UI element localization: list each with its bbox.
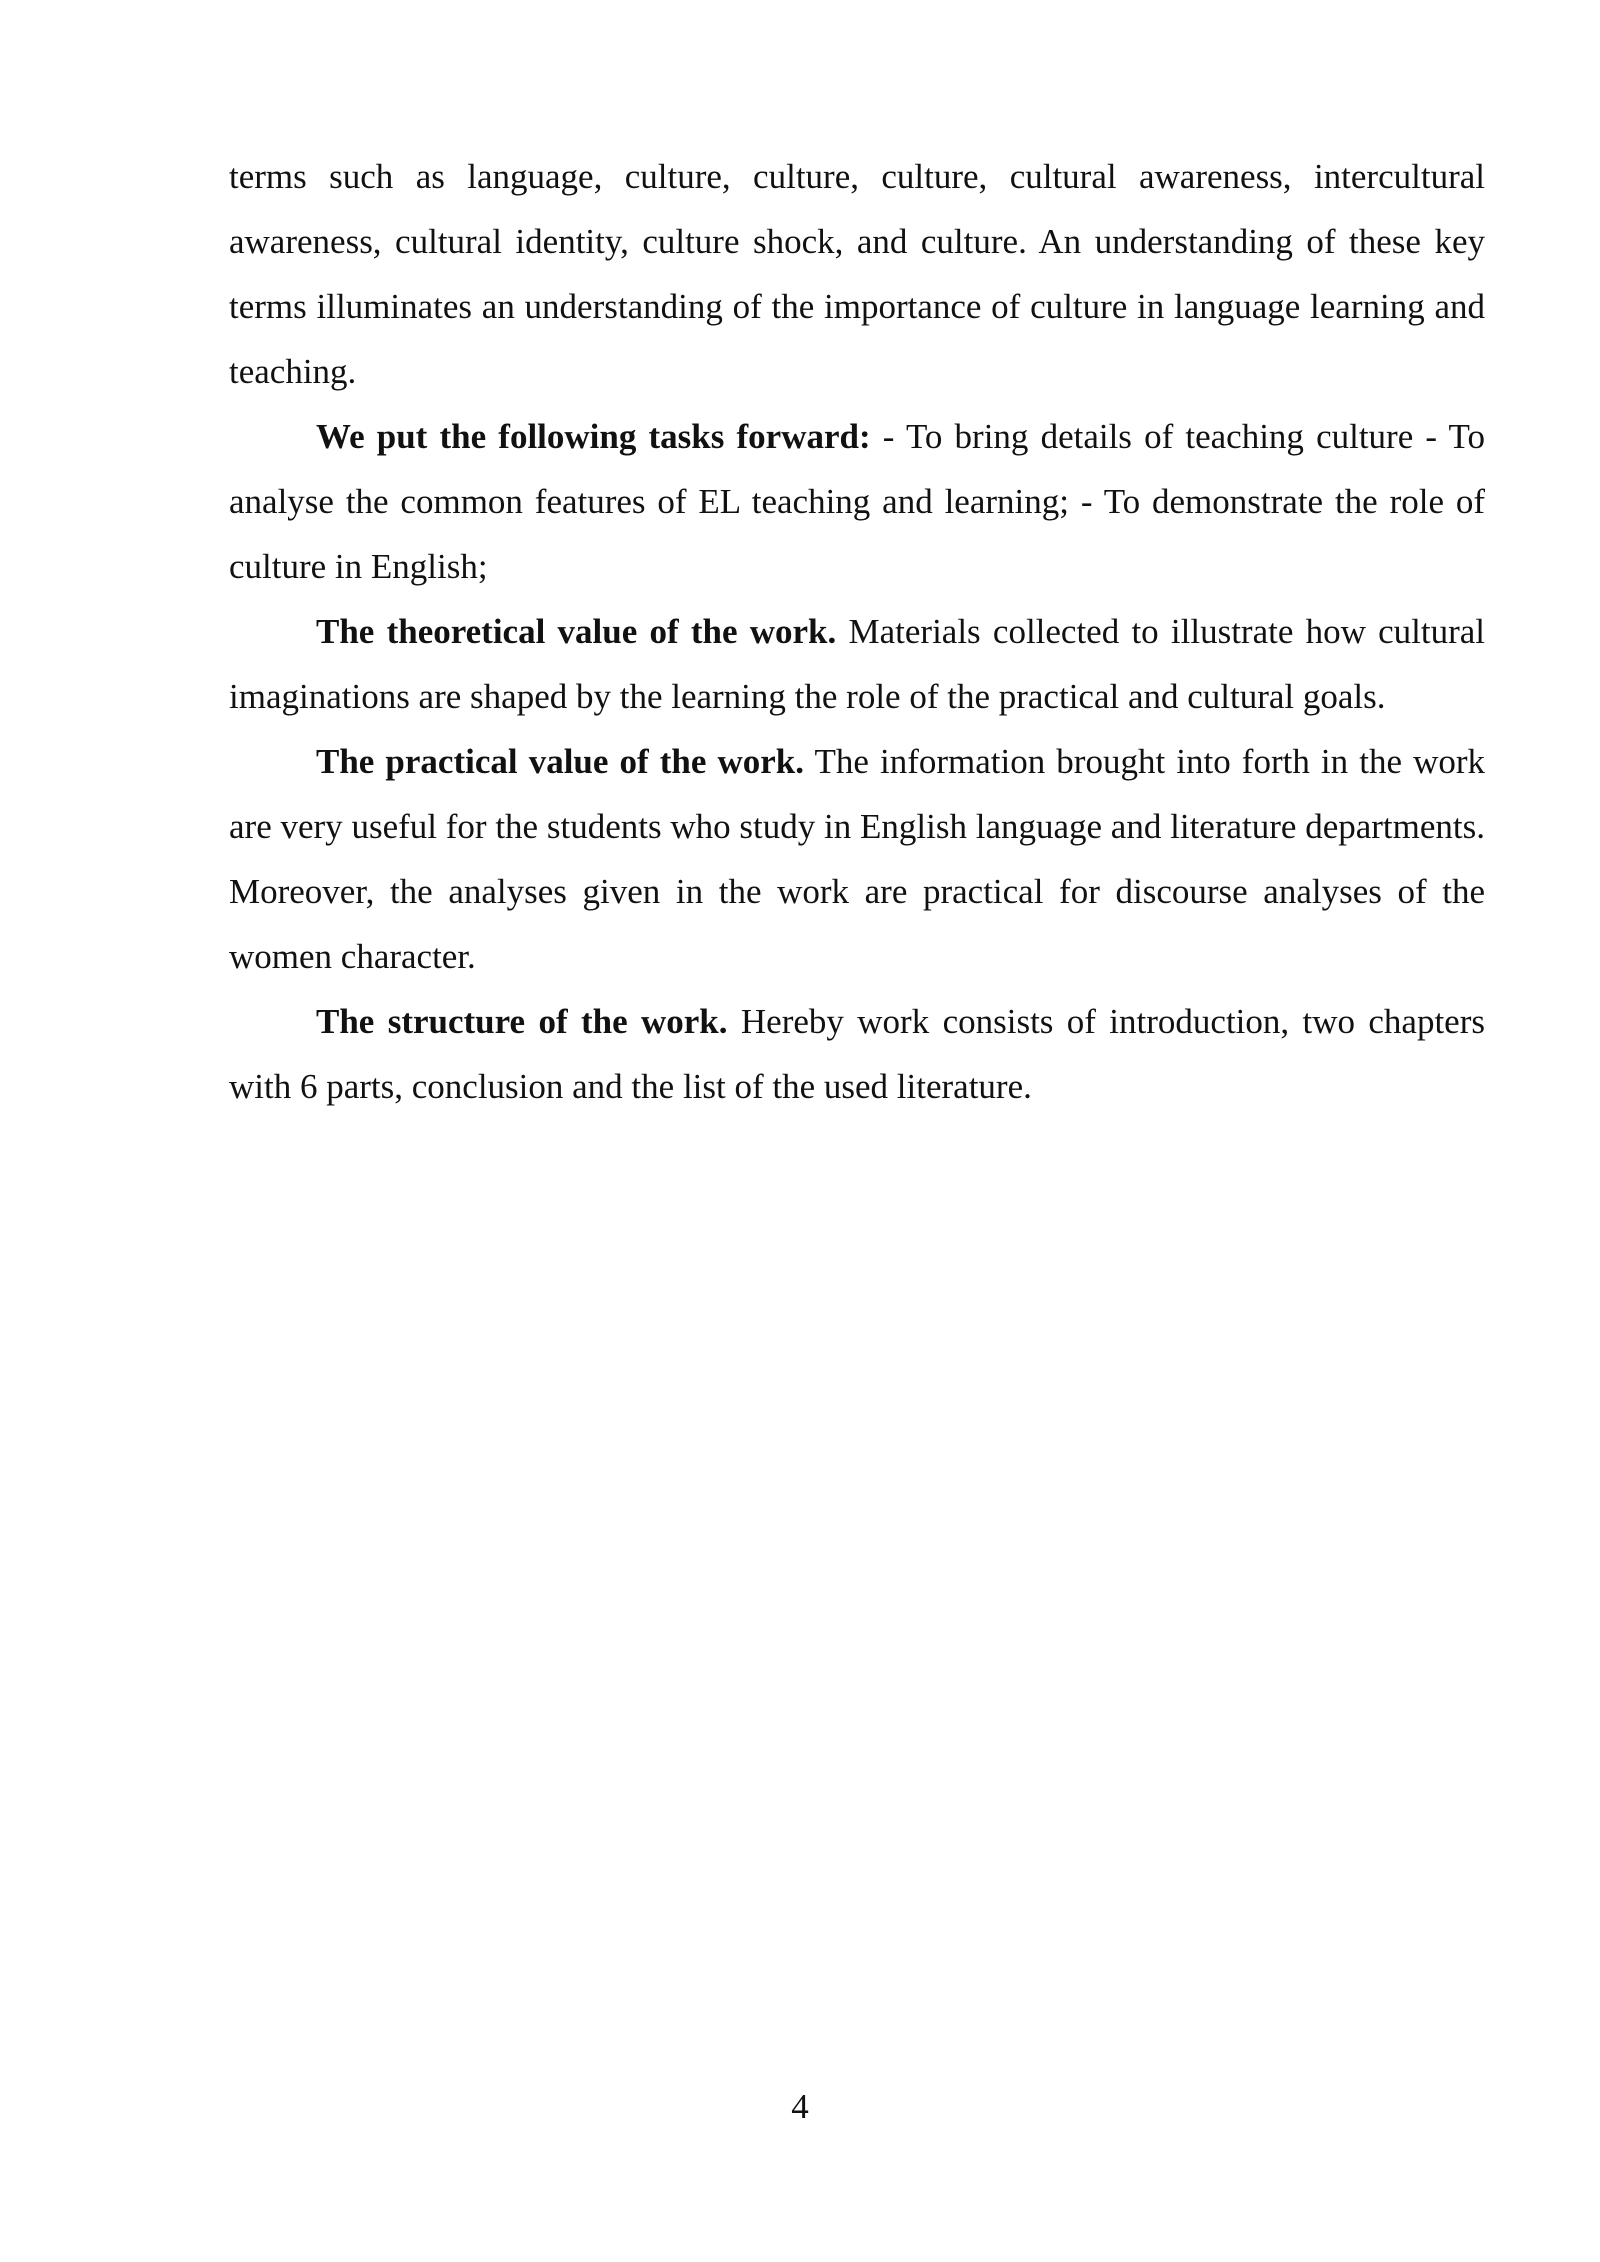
- paragraph-key-terms: [229, 144, 1485, 404]
- paragraph-text: Hereby work consists of introduction, two chapters with 6 parts, conclusion and the list of the used literature.: [229, 1002, 1485, 1106]
- paragraph-text: - To bring details of teaching culture - To analyse the common features of EL teaching and learning; - To demonstrate the role of culture in English;: [229, 417, 1485, 586]
- paragraph-text: terms such as language, culture, culture, culture, cultural awareness, intercultural awareness, cultural identity, culture shock, and culture. An understanding of these key terms illuminates an understanding of the importance of culture in language learning and teaching.: [229, 157, 1485, 391]
- paragraph-text: Materials collected to illustrate how cultural imaginations are shaped by the learning the role of the practical and cultural goals.: [229, 612, 1485, 716]
- page-number: 4: [791, 2087, 809, 2126]
- body-text: [229, 144, 1485, 1119]
- paragraph-structure: [229, 989, 1485, 1119]
- paragraph-heading: We put the following tasks forward:: [316, 417, 871, 456]
- paragraph-practical-value: [229, 729, 1485, 989]
- paragraph-theoretical-value: [229, 599, 1485, 729]
- paragraph-tasks: [229, 404, 1485, 599]
- paragraph-text: The information brought into forth in the work are very useful for the students who study in English language and literature departments. Moreover, the analyses given in the work are practical for discourse analyses of the women character.: [229, 742, 1485, 976]
- paragraph-heading: The structure of the work.: [316, 1002, 728, 1041]
- paragraph-heading: The practical value of the work.: [316, 742, 805, 781]
- paragraph-heading: The theoretical value of the work.: [316, 612, 837, 651]
